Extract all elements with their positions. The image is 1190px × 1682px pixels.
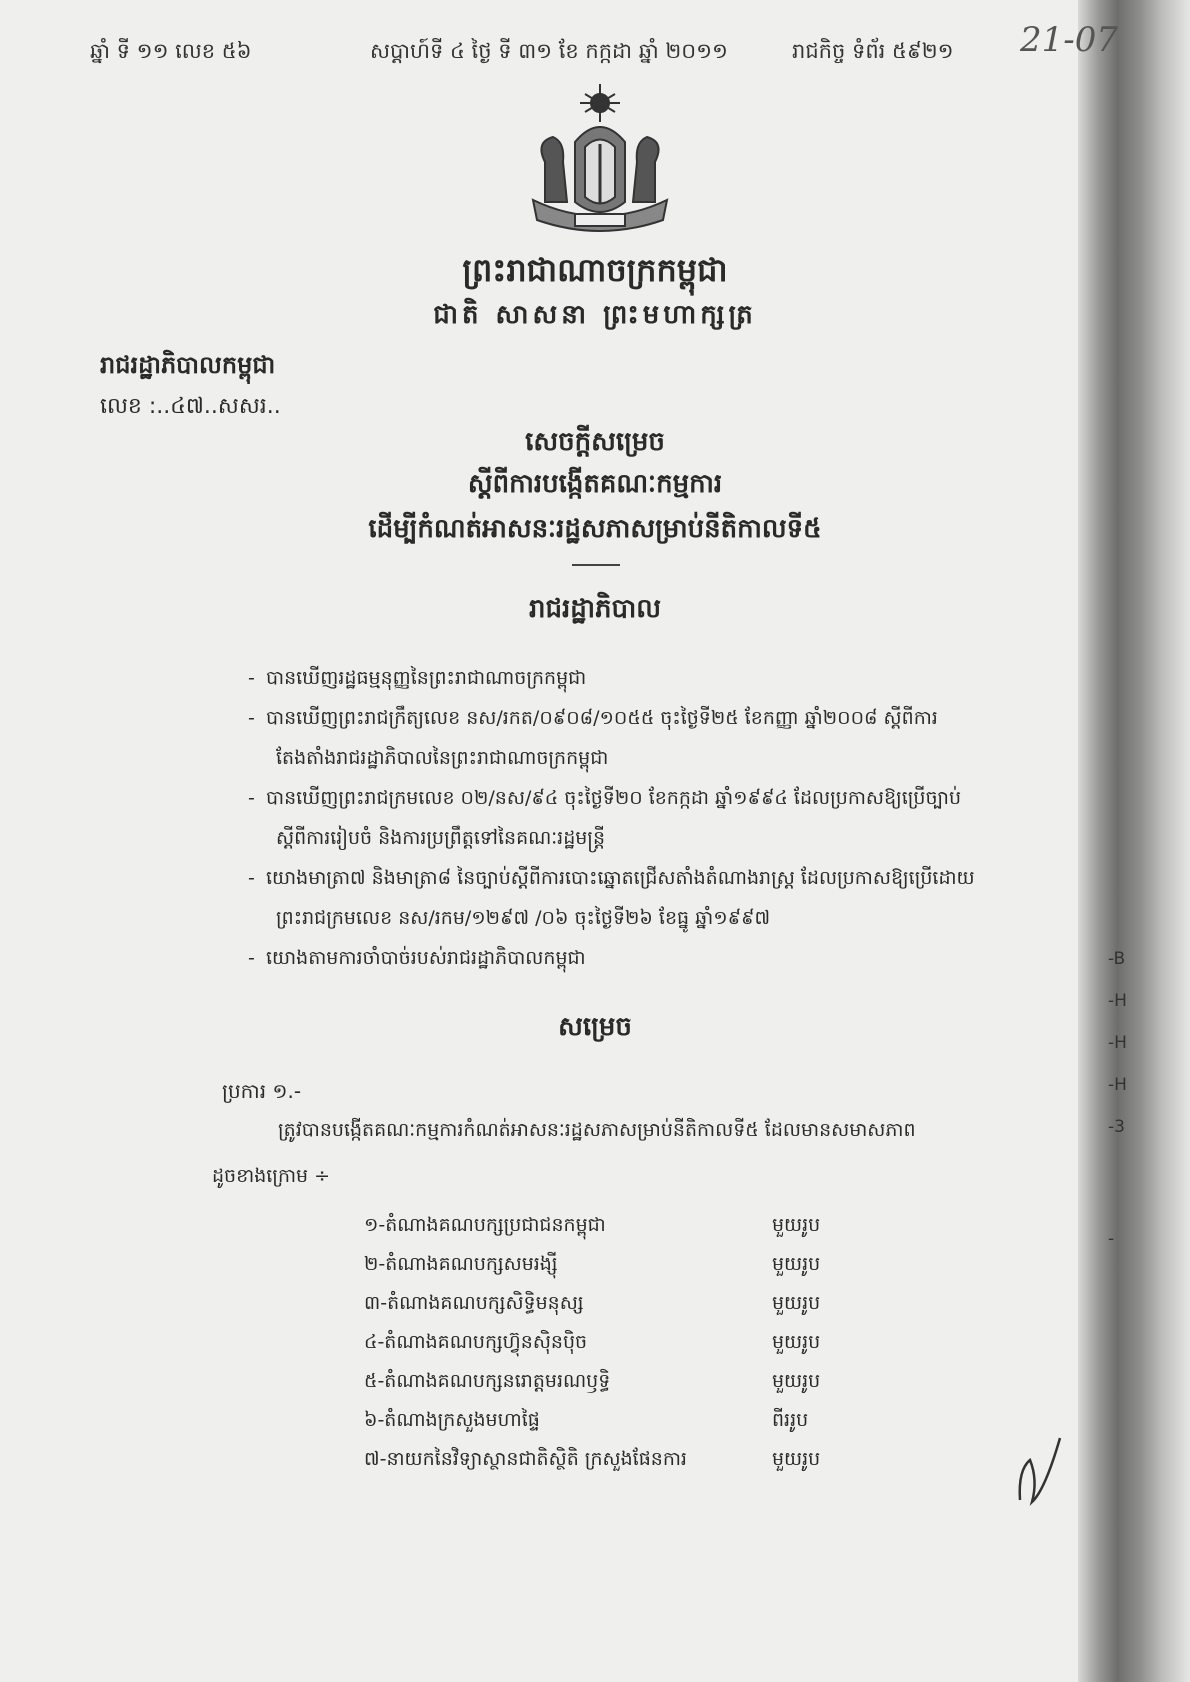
list-item: ១-តំណាងគណបក្សប្រជាជនកម្ពុជា មួយរូប	[364, 1214, 821, 1236]
handwritten-initials-signature	[1010, 1430, 1070, 1510]
preamble-clause-continuation: ស្តីពីការរៀបចំ និងការប្រព្រឹត្តទៅនៃគណៈរដ្ឋមន្ត្រី	[276, 827, 606, 849]
document-subject-line-1: ស្តីពីការបង្កើតគណៈកម្មការ	[467, 469, 723, 499]
list-item: ៣-តំណាងគណបក្សសិទ្ធិមនុស្ស មួយរូប	[364, 1292, 821, 1314]
authority-heading: រាជរដ្ឋាភិបាល	[528, 594, 662, 624]
committee-members-list	[364, 1206, 864, 1479]
kingdom-name: ព្រះរាជាណាចក្រកម្ពុជា	[462, 251, 728, 289]
preamble-clause: - យោងតាមការចាំបាច់របស់រាជរដ្ឋាភិបាលកម្ពុជា	[248, 947, 586, 969]
title-divider	[572, 564, 620, 566]
issuing-government: រាជរដ្ឋាភិបាលកម្ពុជា	[100, 351, 276, 379]
decision-heading: សម្រេច	[558, 1012, 632, 1042]
article-paragraph-continuation: ដូចខាងក្រោម ÷	[212, 1165, 331, 1187]
handwritten-corner-note: 21-07	[1020, 20, 1119, 60]
article-number: ប្រការ ១.-	[222, 1079, 302, 1103]
margin-mark: -H	[1108, 1075, 1127, 1095]
document-title: សេចក្តីសម្រេច	[525, 427, 665, 457]
preamble-clause: - បានឃើញព្រះរាជក្រឹត្យលេខ នស/រកត/០៩០៨/១០៥៥ ចុះថ្ងៃទី២៥ ខែកញ្ញា ឆ្នាំ២០០៨ ស្តីពីការ	[248, 707, 938, 729]
preamble-clause: - បានឃើញរដ្ឋធម្មនុញ្ញនៃព្រះរាជាណាចក្រកម្ពុជា	[248, 667, 587, 689]
preamble-clause: - យោងមាត្រា៧ និងមាត្រា៨ នៃច្បាប់ស្តីពីការបោះឆ្នោតជ្រើសតាំងតំណាងរាស្ត្រ ដែលប្រកាសឱ្យប្រើដោយ	[248, 867, 975, 889]
list-item: ២-តំណាងគណបក្សសមរង្ស៊ី មួយរូប	[364, 1253, 821, 1275]
margin-mark: -3	[1108, 1117, 1125, 1137]
gazette-page-number: រាជកិច្ច ទំព័រ ៥៩២១	[792, 39, 954, 63]
list-item: ៦-តំណាងក្រសួងមហាផ្ទៃ ពីររូប	[364, 1409, 809, 1431]
preamble-clauses	[248, 658, 1028, 978]
royal-coat-of-arms-emblem	[515, 82, 685, 240]
list-item: ៥-តំណាងគណបក្សនរោត្តមរណឫទ្ធិ មួយរូប	[364, 1370, 821, 1392]
list-item: ៤-តំណាងគណបក្សហ៊្វុនស៊ិនប៉ិច មួយរូប	[364, 1331, 821, 1353]
document-number: លេខ :..៤៧..សសរ..	[100, 394, 281, 419]
preamble-clause: - បានឃើញព្រះរាជក្រមលេខ ០២/នស/៩៤ ចុះថ្ងៃទី២០ ខែកក្កដា ឆ្នាំ១៩៩៤ ដែលប្រកាសឱ្យប្រើច្បាប់	[248, 787, 962, 809]
margin-mark: -	[1108, 1229, 1115, 1249]
gazette-year-issue: ឆ្នាំ ទី ១១ លេខ ៥៦	[90, 39, 252, 63]
gazette-date: សប្តាហ៍ទី ៤ ថ្ងៃ ទី ៣១ ខែ កក្កដា ឆ្នាំ ២០១១	[370, 39, 728, 63]
margin-mark: -H	[1108, 991, 1127, 1011]
national-motto: ជាតិ សាសនា ព្រះមហាក្សត្រ	[433, 300, 757, 330]
margin-annotations	[1108, 938, 1138, 1260]
document-subject-line-2: ដើម្បីកំណត់អាសនៈរដ្ឋសភាសម្រាប់នីតិកាលទី៥	[368, 514, 822, 544]
preamble-clause-continuation: តែងតាំងរាជរដ្ឋាភិបាលនៃព្រះរាជាណាចក្រកម្ពុជា	[276, 747, 609, 769]
article-paragraph: ត្រូវបានបង្កើតគណៈកម្មការកំណត់អាសនៈរដ្ឋសភាសម្រាប់នីតិកាលទី៥ ដែលមានសមាសភាព	[278, 1119, 916, 1141]
margin-mark: -B	[1108, 949, 1126, 969]
margin-mark: -H	[1108, 1033, 1127, 1053]
preamble-clause-continuation: ព្រះរាជក្រមលេខ នស/រកម/១២៩៧ /០៦ ចុះថ្ងៃទី២៦ ខែធ្នូ ឆ្នាំ១៩៩៧	[276, 907, 771, 929]
list-item: ៧-នាយកនៃវិទ្យាស្ថានជាតិស្ថិតិ ក្រសួងផែនការ មួយរូប	[364, 1448, 821, 1470]
